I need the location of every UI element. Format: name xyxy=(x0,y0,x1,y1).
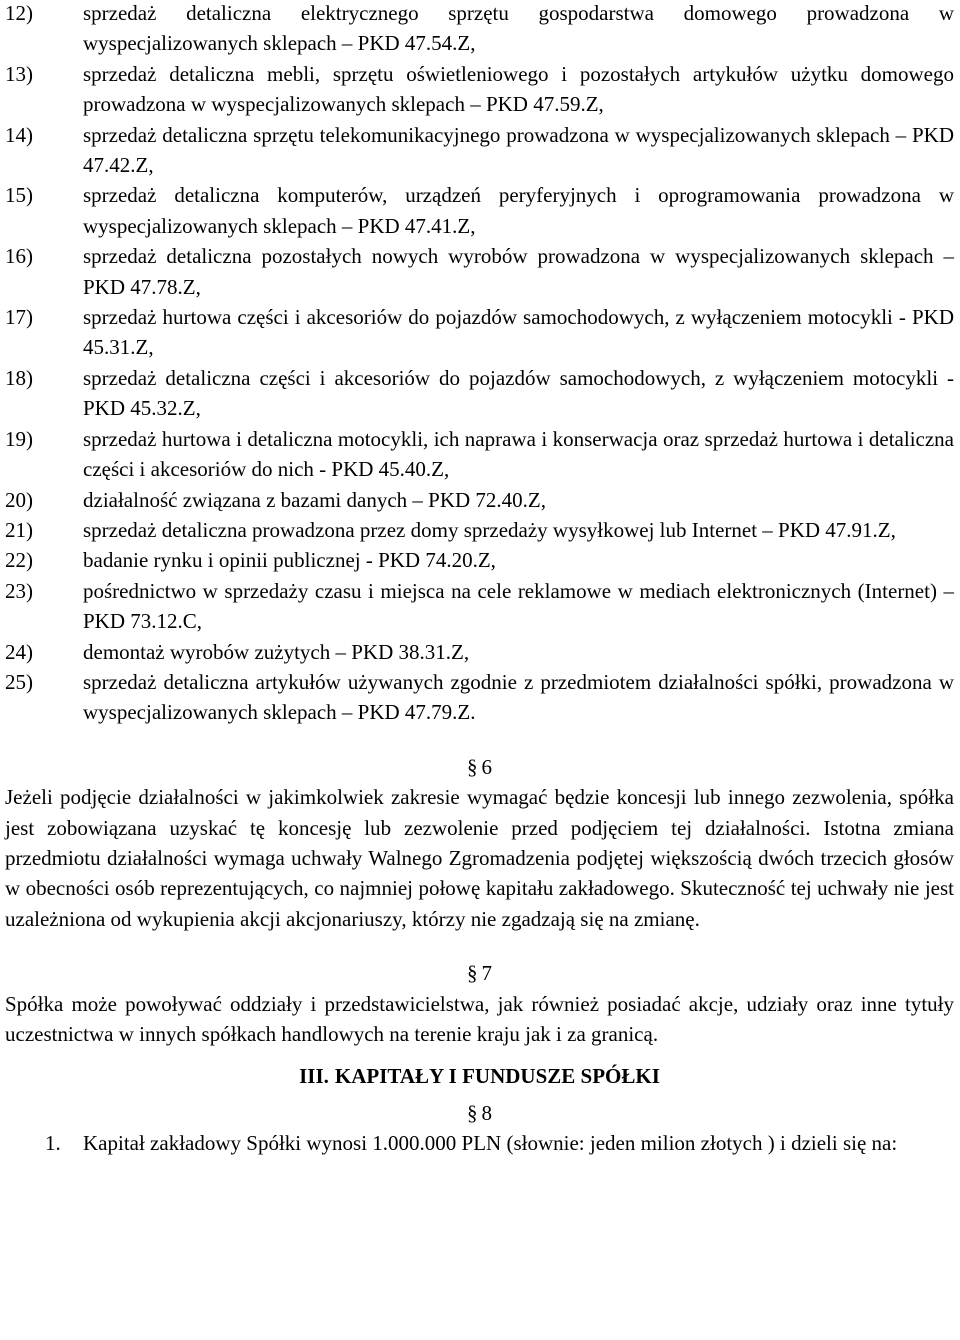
section-6-heading xyxy=(5,752,954,782)
list-item-text: sprzedaż hurtowa i detaliczna motocykli, ich naprawa i konserwacja oraz sprzedaż hurtowa i detaliczna części i akcesoriów do nich - PKD 45.40.Z, xyxy=(83,426,954,482)
list-item-number: 19) xyxy=(5,426,33,451)
pkd-activity-list xyxy=(5,0,954,728)
list-item xyxy=(5,667,954,728)
list-item xyxy=(5,180,954,241)
chapter-title: KAPITAŁY I FUNDUSZE SPÓŁKI xyxy=(334,1064,660,1089)
list-item-text: sprzedaż detaliczna pozostałych nowych wyrobów prowadzona w wyspecjalizowanych sklepach – PKD 47.78.Z, xyxy=(83,244,954,299)
list-item xyxy=(5,120,954,181)
section-8-item xyxy=(5,1128,954,1158)
list-item-number: 21) xyxy=(5,517,33,542)
list-item-number: 16) xyxy=(5,244,33,269)
list-item xyxy=(5,545,954,575)
section-7-paragraph: Spółka może powoływać oddziały i przedstawicielstwa, jak również posiadać akcje, udziały oraz inne tytuły uczestnictwa w innych spółkach handlowych na terenie kraju jak i za granicą. xyxy=(5,991,954,1046)
list-item-number: 24) xyxy=(5,639,33,664)
chapter-heading xyxy=(5,1061,954,1091)
item-text: Kapitał zakładowy Spółki wynosi 1.000.000 PLN (słownie: jeden milion złotych ) i dzieli się na: xyxy=(83,1131,898,1156)
list-item-number: 12) xyxy=(5,1,33,25)
list-item-number: 25) xyxy=(5,669,33,694)
section-7-heading xyxy=(5,958,954,988)
section-number: 6 xyxy=(481,754,492,779)
list-item-number: 22) xyxy=(5,548,33,573)
list-item-text: sprzedaż detaliczna artykułów używanych zgodnie z przedmiotem działalności spółki, prowadzona w wyspecjalizowanych sklepach – PKD 47.79.Z. xyxy=(83,669,954,725)
list-item-number: 23) xyxy=(5,578,33,603)
section-8-heading xyxy=(5,1098,954,1128)
list-item-number: 13) xyxy=(5,61,33,86)
section-6-paragraph: Jeżeli podjęcie działalności w jakimkolwiek zakresie wymagać będzie koncesji lub innego zezwolenia, spółka jest zobowiązana uzyskać tę koncesję lub zezwolenie przed podjęciem tej działalności. Istotna zmiana przedmiotu działalności wymaga uchwały Walnego Zgromadzenia podjętej większością dwóch trzecich głosów w obecności osób reprezentujących, co najmniej połowę kapitału zakładowego. Skuteczność tej uchwały nie jest uzależniona od wykupienia akcji akcjonariuszy, którzy nie zgadzają się na zmianę. xyxy=(5,785,954,931)
section-number: 7 xyxy=(481,961,492,986)
list-item-number: 20) xyxy=(5,487,33,512)
list-item-number: 17) xyxy=(5,305,33,330)
list-item-text: sprzedaż hurtowa części i akcesoriów do pojazdów samochodowych, z wyłączeniem motocykli - PKD 45.31.Z, xyxy=(83,305,954,360)
chapter-number: III. xyxy=(299,1064,329,1089)
list-item xyxy=(5,241,954,302)
list-item-number: 14) xyxy=(5,122,33,147)
list-item xyxy=(5,424,954,485)
list-item xyxy=(5,59,954,120)
list-item xyxy=(5,485,954,515)
list-item-text: sprzedaż detaliczna prowadzona przez domy sprzedaży wysyłkowej lub Internet – PKD 47.91.Z, xyxy=(83,517,896,542)
section-symbol: § xyxy=(467,754,478,779)
list-item-text: sprzedaż detaliczna sprzętu telekomunikacyjnego prowadzona w wyspecjalizowanych sklepach – PKD 47.42.Z, xyxy=(83,122,954,178)
list-item-text: sprzedaż detaliczna części i akcesoriów do pojazdów samochodowych, z wyłączeniem motocykli - PKD 45.32.Z, xyxy=(83,365,954,421)
list-item-text: sprzedaż detaliczna elektrycznego sprzętu gospodarstwa domowego prowadzona w wyspecjalizowanych sklepach – PKD 47.54.Z, xyxy=(83,1,954,56)
list-item-number: 18) xyxy=(5,365,33,390)
list-item-text: pośrednictwo w sprzedaży czasu i miejsca na cele reklamowe w mediach elektronicznych (Internet) – PKD 73.12.C, xyxy=(83,578,954,634)
list-item xyxy=(5,363,954,424)
item-number: 1. xyxy=(45,1131,61,1156)
list-item-text: sprzedaż detaliczna komputerów, urządzeń peryferyjnych i oprogramowania prowadzona w wyspecjalizowanych sklepach – PKD 47.41.Z, xyxy=(83,183,954,238)
list-item xyxy=(5,637,954,667)
list-item xyxy=(5,576,954,637)
list-item-text: sprzedaż detaliczna mebli, sprzętu oświetleniowego i pozostałych artykułów użytku domowego prowadzona w wyspecjalizowanych sklepach – PKD 47.59.Z, xyxy=(83,61,954,117)
list-item-text: działalność związana z bazami danych – PKD 72.40.Z, xyxy=(83,487,546,512)
list-item-number: 15) xyxy=(5,183,33,208)
section-symbol: § xyxy=(467,961,478,986)
section-number: 8 xyxy=(481,1100,492,1125)
list-item xyxy=(5,515,954,545)
list-item xyxy=(5,0,954,59)
list-item-text: badanie rynku i opinii publicznej - PKD 74.20.Z, xyxy=(83,548,496,573)
list-item xyxy=(5,302,954,363)
section-symbol: § xyxy=(467,1100,478,1125)
list-item-text: demontaż wyrobów zużytych – PKD 38.31.Z, xyxy=(83,639,470,664)
